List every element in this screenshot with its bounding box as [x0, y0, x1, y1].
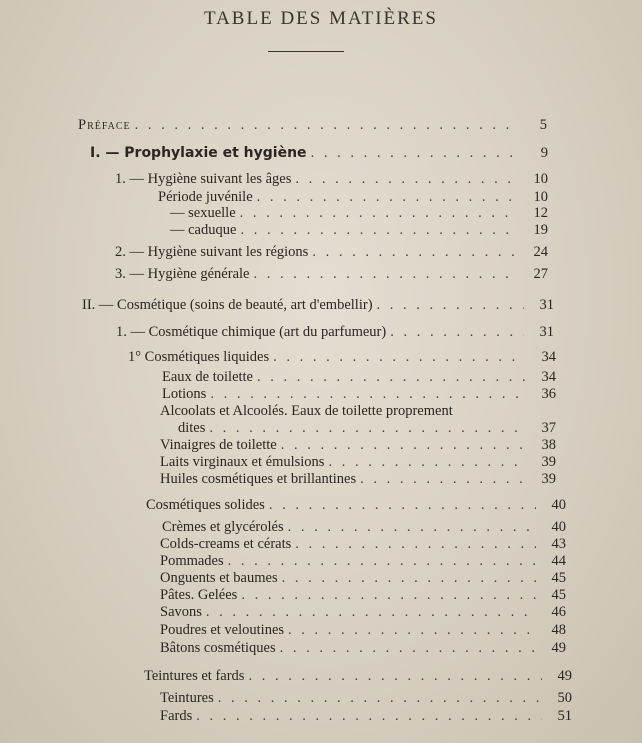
toc-label: Teintures — [160, 690, 214, 706]
toc-label: Colds-creams et cérats — [160, 536, 292, 552]
toc-entry — [160, 621, 566, 639]
toc-entry — [160, 603, 566, 621]
dot-leader — [206, 603, 536, 621]
toc-page: 34 — [541, 369, 556, 385]
dot-leader — [377, 296, 524, 314]
toc-label: 3. — Hygiène générale — [115, 266, 250, 282]
dot-leader — [295, 170, 518, 188]
dot-leader — [312, 243, 518, 261]
toc-label: Cosmétiques solides — [146, 497, 265, 513]
toc-page: 36 — [541, 386, 556, 402]
toc-label: Huiles cosmétiques et brillantines — [160, 471, 357, 487]
toc-page: 19 — [533, 222, 548, 238]
toc-label: Teintures et fards — [144, 668, 245, 684]
toc-page: 5 — [539, 117, 548, 133]
toc-label: 1° Cosmétiques liquides — [128, 349, 270, 365]
toc-page: 49 — [557, 668, 572, 684]
toc-page: 10 — [533, 171, 548, 187]
toc-entry — [116, 323, 554, 341]
dot-leader — [218, 689, 542, 707]
toc-entry — [160, 402, 556, 420]
dot-leader — [196, 707, 542, 725]
toc-entry — [162, 518, 566, 536]
toc-label: Vinaigres de toilette — [160, 437, 277, 453]
toc-entry — [78, 116, 548, 134]
toc-page: 45 — [551, 570, 566, 586]
toc-entry — [160, 689, 572, 707]
toc-entry — [144, 667, 572, 685]
dot-leader — [209, 419, 526, 437]
toc-page: 24 — [533, 244, 548, 260]
toc-entry — [128, 348, 556, 366]
toc-entry — [160, 552, 566, 570]
toc-page: 12 — [533, 205, 548, 221]
dot-leader — [390, 323, 524, 341]
toc-page: 40 — [551, 497, 566, 513]
toc-entry — [82, 296, 554, 314]
dot-leader — [240, 204, 518, 222]
dot-leader — [288, 621, 536, 639]
toc-page: 39 — [541, 471, 556, 487]
toc-page: 44 — [551, 553, 566, 569]
toc-entry — [178, 419, 556, 437]
toc-entry — [170, 221, 548, 239]
toc-label: Période juvénile — [158, 189, 253, 205]
toc-label: Poudres et veloutines — [160, 622, 285, 638]
toc-label: dites — [178, 420, 206, 436]
title-rule — [268, 51, 344, 52]
toc-page: 34 — [541, 349, 556, 365]
page-title: TABLE DES MATIÈRES — [204, 8, 438, 29]
dot-leader — [257, 368, 526, 386]
toc-label: Fards — [160, 708, 193, 724]
dot-leader — [273, 348, 526, 366]
toc-entry — [162, 368, 556, 386]
toc-page: 40 — [551, 519, 566, 535]
dot-leader — [135, 116, 518, 134]
toc-entry — [170, 204, 548, 222]
toc-page: 38 — [541, 437, 556, 453]
toc-label: — sexuelle — [170, 205, 236, 221]
dot-leader — [295, 535, 536, 553]
toc-page: 45 — [551, 587, 566, 603]
dot-leader — [311, 144, 518, 162]
toc-label: — caduque — [170, 222, 237, 238]
toc-label: II. — Cosmétique (soins de beauté, art d'embellir) — [82, 297, 373, 313]
dot-leader — [282, 569, 536, 587]
toc-label: 2. — Hygiène suivant les régions — [115, 244, 309, 260]
toc-page: 31 — [539, 324, 554, 340]
toc-page: 51 — [557, 708, 572, 724]
toc-label: Onguents et baumes — [160, 570, 278, 586]
toc-label: Préface — [78, 117, 131, 133]
toc-entry — [115, 265, 548, 283]
toc-label: Eaux de toilette — [162, 369, 253, 385]
dot-leader — [280, 639, 536, 657]
dot-leader — [240, 221, 518, 239]
toc-label: Alcoolats et Alcoolés. Eaux de toilette proprement — [160, 403, 453, 419]
toc-label: 1. — Cosmétique chimique (art du parfumeur) — [116, 324, 387, 340]
toc-page: 39 — [541, 454, 556, 470]
toc-page: 48 — [551, 622, 566, 638]
toc-entry — [146, 496, 566, 514]
toc-entry — [160, 535, 566, 553]
toc-label: Bâtons cosmétiques — [160, 640, 276, 656]
toc-page: 46 — [551, 604, 566, 620]
toc-page: 49 — [551, 640, 566, 656]
toc-entry — [115, 243, 548, 261]
toc-label: Crèmes et glycérolés — [162, 519, 284, 535]
dot-leader — [241, 586, 536, 604]
toc-entry — [162, 385, 556, 403]
toc-page: 27 — [533, 266, 548, 282]
toc-label: Savons — [160, 604, 202, 620]
dot-leader — [288, 518, 536, 536]
dot-leader — [328, 453, 526, 471]
toc-label: Laits virginaux et émulsions — [160, 454, 325, 470]
dot-leader — [360, 470, 526, 488]
toc-page: 9 — [540, 145, 548, 161]
toc-page: 50 — [557, 690, 572, 706]
toc-entry — [115, 170, 548, 188]
dot-leader — [281, 436, 526, 454]
toc-page: 31 — [539, 297, 554, 313]
dot-leader — [248, 667, 542, 685]
toc-entry — [160, 569, 566, 587]
toc-label: Pommades — [160, 553, 224, 569]
dot-leader — [253, 265, 518, 283]
toc-entry — [160, 639, 566, 657]
dot-leader — [210, 385, 526, 403]
toc-entry — [160, 586, 566, 604]
toc-label: 1. — Hygiène suivant les âges — [115, 171, 292, 187]
toc-page: 37 — [541, 420, 556, 436]
toc-page: 10 — [533, 189, 548, 205]
dot-leader — [228, 552, 536, 570]
toc-entry — [160, 470, 556, 488]
dot-leader — [269, 496, 536, 514]
toc-entry — [160, 707, 572, 725]
toc-page: 43 — [551, 536, 566, 552]
toc-entry — [160, 436, 556, 454]
toc-entry — [160, 453, 556, 471]
toc-entry — [90, 144, 548, 162]
toc-label: I. — Prophylaxie et hygiène — [90, 145, 307, 161]
toc-label: Pâtes. Gelées — [160, 587, 238, 603]
toc-label: Lotions — [162, 386, 207, 402]
